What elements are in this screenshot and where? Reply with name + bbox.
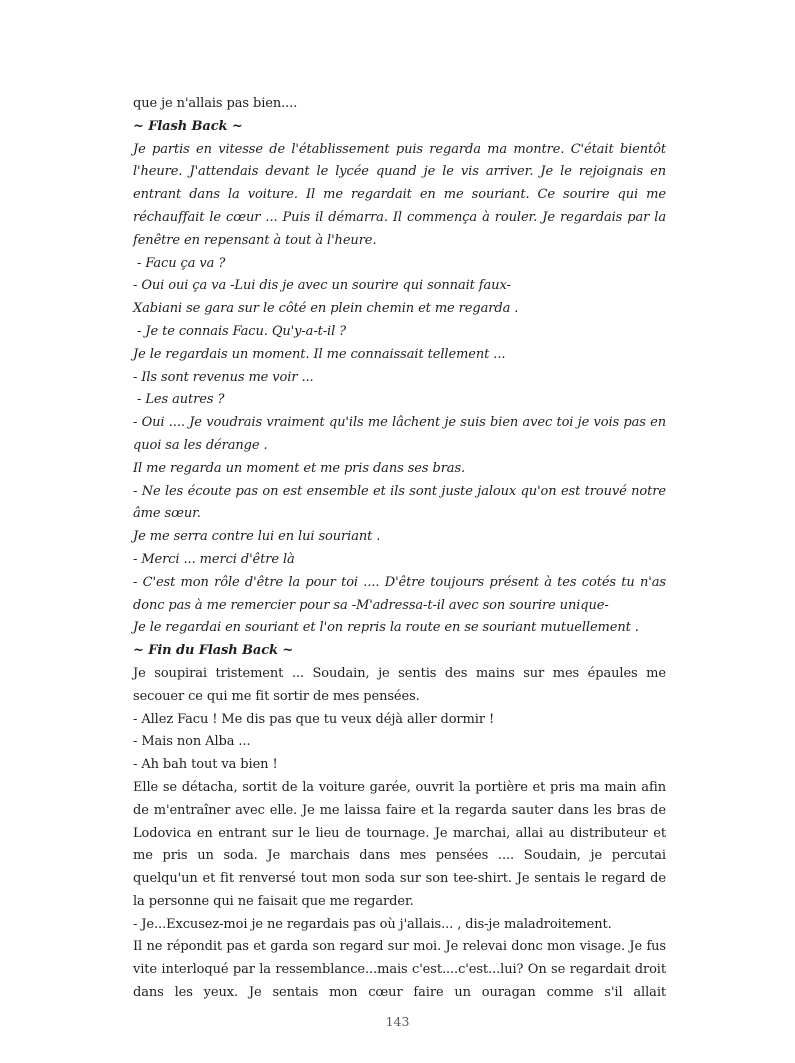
story-paragraph: Je le regardai en souriant et l'on repris la route en se souriant mutuellement .: [133, 620, 639, 636]
dialogue-line: - Facu ça va ?: [133, 255, 226, 271]
dialogue-line: - Oui .... Je voudrais vraiment qu'ils me lâchent je suis bien avec toi je vois pas en quoi sa les dérange .: [133, 415, 671, 453]
story-paragraph: Je me serra contre lui en lui souriant .: [133, 529, 381, 545]
story-text-block: [133, 93, 671, 1005]
dialogue-line: - Ils sont revenus me voir ...: [133, 369, 314, 385]
dialogue-line: - Ah bah tout va bien !: [133, 757, 278, 773]
dialogue-line: - Les autres ?: [133, 392, 225, 408]
page-number: 143: [385, 1014, 410, 1029]
flashback-end-marker: ~ Fin du Flash Back ~: [133, 643, 294, 659]
dialogue-line: - Merci ... merci d'être là: [133, 551, 295, 567]
story-paragraph: Elle se détacha, sortit de la voiture garée, ouvrit la portière et pris ma main afin de m'entraîner avec elle. Je me laissa faire et la regarda sauter dans les bras de Lodovica en entrant sur le lieu de tournage. Je marchai, allai au distributeur et me pris un soda. Je marchais dans mes pensées .... Soudain, je percutai quelqu'un et fit renversé tout mon soda sur son tee-shirt. Je sentais le regard de la personne qui ne faisait que me regarder.: [133, 779, 671, 909]
story-paragraph: Il me regarda un moment et me pris dans ses bras.: [133, 460, 466, 476]
story-paragraph: Je soupirai tristement ... Soudain, je sentis des mains sur mes épaules me secouer ce qui me fit sortir de mes pensées.: [133, 665, 671, 704]
story-paragraph: Je partis en vitesse de l'établissement puis regarda ma montre. C'était bientôt l'heure. J'attendais devant le lycée quand je le vis arriver. Je le rejoignais en entrant dans la voiture. Il me regardait en me souriant. Ce sourire qui me réchauffait le cœur ... Puis il démarra. Il commença à rouler. Je regardais par la fenêtre en repensant à tout à l'heure.: [133, 141, 671, 248]
story-paragraph: Je le regardais un moment. Il me connaissait tellement ...: [133, 346, 506, 362]
dialogue-line: - C'est mon rôle d'être la pour toi .... D'être toujours présent à tes cotés tu n'as donc pas à me remercier pour sa -M'adressa-t-il avec son sourire unique-: [133, 574, 671, 613]
dialogue-line: - Oui oui ça va -Lui dis je avec un sourire qui sonnait faux-: [133, 278, 511, 294]
story-paragraph: Xabiani se gara sur le côté en plein chemin et me regarda .: [133, 301, 519, 317]
dialogue-line: - Ne les écoute pas on est ensemble et ils sont juste jaloux qu'on est trouvé notre âme sœur.: [133, 483, 671, 522]
story-paragraph: que je n'allais pas bien....: [133, 96, 298, 111]
story-paragraph: Il ne répondit pas et garda son regard sur moi. Je relevai donc mon visage. Je fus vite interloqué par la ressemblance...mais c'est....c'est...lui? On se regardait droit dans les yeux. Je sentais mon cœur faire un ouragan comme s'il allait: [133, 939, 671, 1001]
dialogue-line: - Mais non Alba ...: [133, 734, 251, 750]
dialogue-line: - Allez Facu ! Me dis pas que tu veux déjà aller dormir !: [133, 711, 495, 727]
dialogue-line: - Je te connais Facu. Qu'y-a-t-il ?: [133, 323, 347, 339]
flashback-start-marker: ~ Flash Back ~: [133, 118, 243, 134]
dialogue-line: - Je...Excusez-moi je ne regardais pas où j'allais... , dis-je maladroitement.: [133, 916, 612, 932]
